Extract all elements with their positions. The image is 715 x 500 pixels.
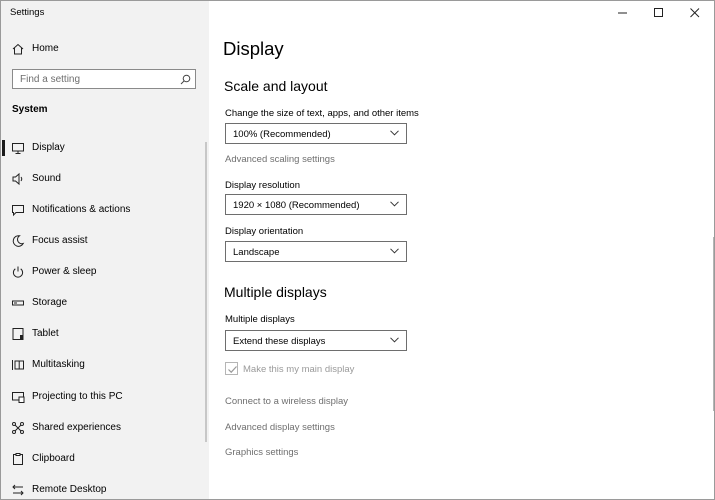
sidebar-item-clipboard[interactable] xyxy=(1,445,209,473)
sidebar-item-remote-desktop[interactable] xyxy=(1,476,209,500)
checkmark-icon xyxy=(227,364,238,375)
section-title: System xyxy=(12,104,48,115)
sidebar-item-projecting[interactable] xyxy=(1,383,209,411)
page-title: Display xyxy=(223,38,284,59)
power-icon xyxy=(11,265,25,279)
wireless-display-link[interactable]: Connect to a wireless display xyxy=(225,396,349,407)
active-indicator xyxy=(2,140,5,156)
app-title: Settings xyxy=(10,7,45,18)
sidebar-item-label: Projecting to this PC xyxy=(32,391,123,402)
chevron-down-icon xyxy=(390,337,399,343)
sidebar-item-tablet[interactable] xyxy=(1,320,209,348)
sidebar-item-label: Focus assist xyxy=(32,235,88,246)
search-box[interactable] xyxy=(12,69,196,89)
resolution-label: Display resolution xyxy=(225,180,300,191)
clipboard-icon xyxy=(11,452,25,466)
close-icon xyxy=(690,8,700,18)
tablet-icon xyxy=(11,327,25,341)
sidebar-item-label: Power & sleep xyxy=(32,266,97,277)
home-label: Home xyxy=(32,43,59,54)
sidebar-item-label: Shared experiences xyxy=(32,422,121,433)
remote-desktop-icon xyxy=(11,483,25,497)
multiple-displays-value: Extend these displays xyxy=(233,336,326,347)
sidebar-item-focus-assist[interactable] xyxy=(1,227,209,255)
scale-layout-heading: Scale and layout xyxy=(224,78,328,94)
multiple-displays-label: Multiple displays xyxy=(225,314,295,325)
graphics-settings-link[interactable]: Graphics settings xyxy=(225,447,299,458)
main-content xyxy=(209,1,715,500)
maximize-button[interactable] xyxy=(642,1,676,25)
minimize-icon xyxy=(618,8,628,18)
main-display-checkbox[interactable] xyxy=(225,362,238,375)
scale-dropdown[interactable] xyxy=(225,123,407,144)
chevron-down-icon xyxy=(390,248,399,254)
minimize-button[interactable] xyxy=(606,1,640,25)
search-icon[interactable] xyxy=(180,74,191,85)
orientation-dropdown[interactable] xyxy=(225,241,407,262)
moon-icon xyxy=(11,234,25,248)
sidebar xyxy=(1,1,209,500)
projecting-icon xyxy=(11,390,25,404)
multitasking-icon xyxy=(11,358,25,372)
maximize-icon xyxy=(654,8,664,18)
notification-icon xyxy=(11,203,25,217)
sidebar-item-label: Clipboard xyxy=(32,453,75,464)
scale-value: 100% (Recommended) xyxy=(233,129,331,140)
chevron-down-icon xyxy=(390,130,399,136)
sidebar-item-notifications[interactable] xyxy=(1,196,209,224)
sidebar-item-label: Notifications & actions xyxy=(32,204,131,215)
sidebar-item-label: Tablet xyxy=(32,328,59,339)
resolution-dropdown[interactable] xyxy=(225,194,407,215)
monitor-icon xyxy=(11,141,25,155)
advanced-display-link[interactable]: Advanced display settings xyxy=(225,422,335,433)
home-nav-item[interactable] xyxy=(1,38,209,60)
multiple-displays-dropdown[interactable] xyxy=(225,330,407,351)
sidebar-item-label: Storage xyxy=(32,297,68,308)
sidebar-scrollbar[interactable] xyxy=(205,142,207,442)
sidebar-item-display[interactable] xyxy=(1,134,209,162)
sidebar-item-sound[interactable] xyxy=(1,165,209,193)
home-icon xyxy=(11,42,25,56)
main-display-option xyxy=(225,362,425,376)
sidebar-item-label: Display xyxy=(32,142,65,153)
advanced-scaling-link[interactable]: Advanced scaling settings xyxy=(225,154,335,165)
close-button[interactable] xyxy=(678,1,712,25)
multiple-displays-heading: Multiple displays xyxy=(224,284,327,300)
speaker-icon xyxy=(11,172,25,186)
orientation-value: Landscape xyxy=(233,247,280,258)
scale-label: Change the size of text, apps, and other items xyxy=(225,108,419,119)
search-input[interactable] xyxy=(13,70,173,88)
sidebar-item-shared-experiences[interactable] xyxy=(1,414,209,442)
sidebar-item-label: Remote Desktop xyxy=(32,484,107,495)
sidebar-item-label: Sound xyxy=(32,173,61,184)
chevron-down-icon xyxy=(390,201,399,207)
sidebar-item-label: Multitasking xyxy=(32,359,85,370)
sidebar-item-multitasking[interactable] xyxy=(1,351,209,379)
storage-icon xyxy=(11,296,25,310)
sidebar-item-power-sleep[interactable] xyxy=(1,258,209,286)
main-display-label: Make this my main display xyxy=(243,364,355,375)
shared-icon xyxy=(11,421,25,435)
sidebar-item-storage[interactable] xyxy=(1,289,209,317)
orientation-label: Display orientation xyxy=(225,226,304,237)
window-controls xyxy=(606,1,715,25)
resolution-value: 1920 × 1080 (Recommended) xyxy=(233,200,360,211)
